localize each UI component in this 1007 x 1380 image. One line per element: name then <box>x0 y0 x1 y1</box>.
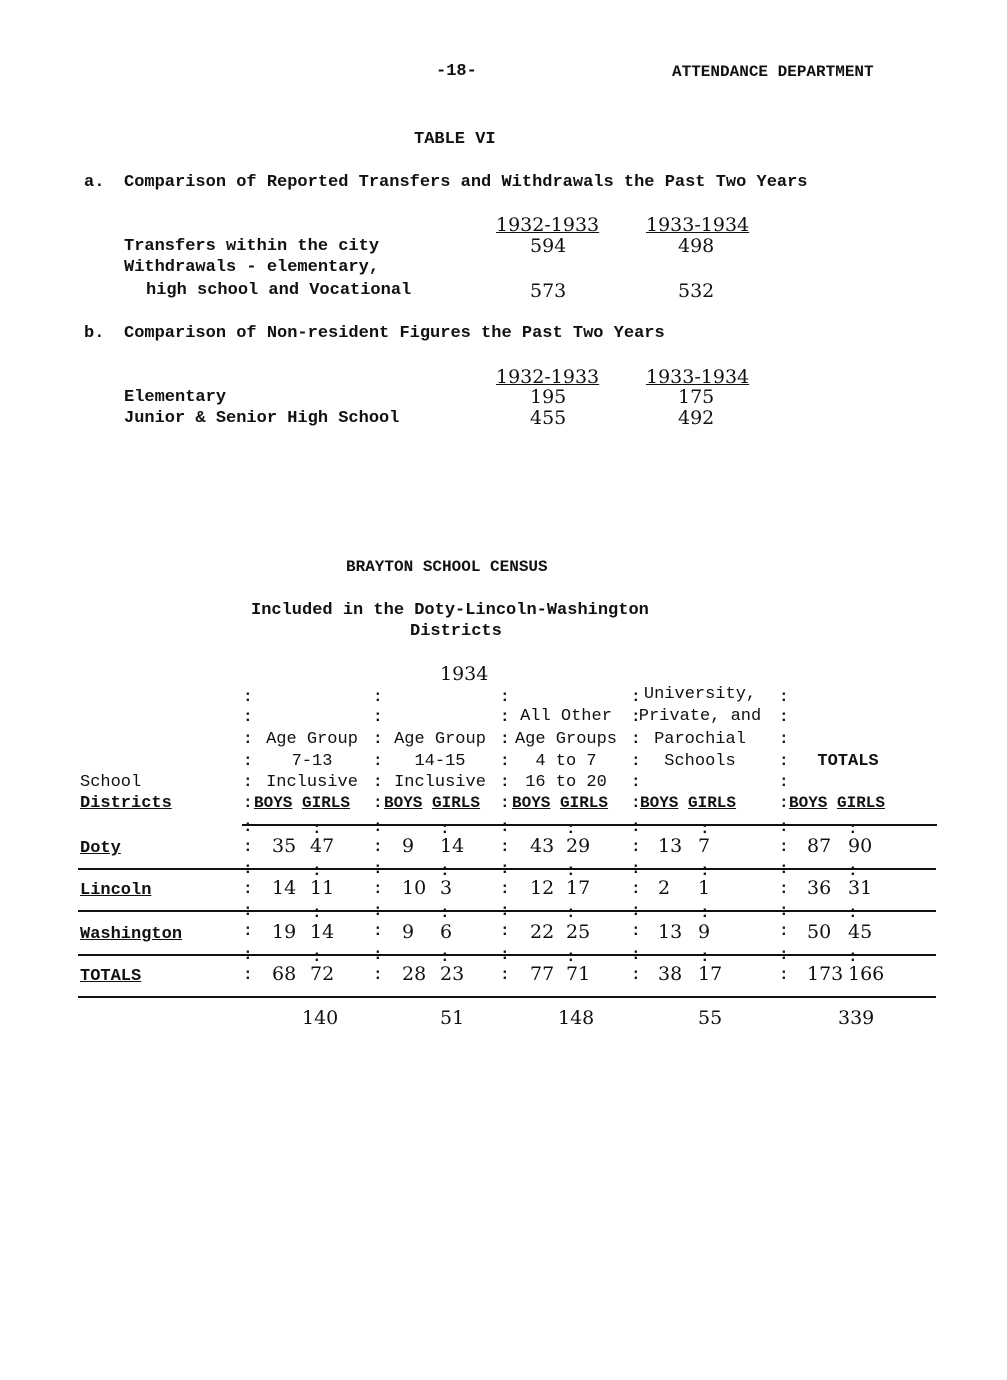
column-separator: : <box>779 946 789 964</box>
group-header-line: 16 to 20 <box>525 773 607 792</box>
transfers-1932: 594 <box>530 235 567 257</box>
table-rule <box>78 996 936 998</box>
table-cell: 173 <box>807 963 844 985</box>
table-cell: 17 <box>698 963 723 985</box>
column-separator: : <box>631 708 641 726</box>
table-cell: 17 <box>566 877 591 899</box>
column-separator: : <box>779 838 789 856</box>
subcolumn-separator: : <box>440 862 450 880</box>
table-title: TABLE VI <box>414 130 496 149</box>
table-cell: 166 <box>848 963 885 985</box>
table-cell: 77 <box>530 963 555 985</box>
group-header-line: 14-15 <box>414 752 466 771</box>
column-separator: : <box>631 730 641 748</box>
census-year: 1934 <box>440 663 489 685</box>
sub-header-boys: BOYS <box>512 794 551 812</box>
withdrawals-1933: 532 <box>678 280 715 302</box>
table-cell: 22 <box>530 921 555 943</box>
column-separator: : <box>373 688 383 706</box>
column-separator: : <box>500 752 510 770</box>
table-cell: 9 <box>402 921 415 943</box>
section-b-title: Comparison of Non-resident Figures the Past Two Years <box>124 324 665 343</box>
subcolumn-separator: : <box>700 820 710 838</box>
sub-header-boys: BOYS <box>384 794 423 812</box>
column-separator: : <box>779 902 789 920</box>
column-separator: : <box>500 902 510 920</box>
section-a-marker: a. <box>84 173 105 192</box>
row-header-school: School <box>80 773 142 792</box>
column-separator: : <box>631 794 641 812</box>
column-separator: : <box>243 773 253 791</box>
table-cell: 12 <box>530 877 555 899</box>
table-cell: 23 <box>440 963 465 985</box>
column-separator: : <box>243 838 253 856</box>
subcolumn-separator: : <box>440 948 450 966</box>
column-separator: : <box>779 818 789 836</box>
table-cell: 45 <box>848 921 873 943</box>
column-separator: : <box>631 966 641 984</box>
column-separator: : <box>631 773 641 791</box>
table-cell: 43 <box>530 835 555 857</box>
subcolumn-separator: : <box>848 820 858 838</box>
column-separator: : <box>500 794 510 812</box>
transfers-1933: 498 <box>678 235 715 257</box>
table-rule <box>242 824 937 826</box>
table-cell: 10 <box>402 877 427 899</box>
column-separator: : <box>500 946 510 964</box>
table-cell: 11 <box>310 877 335 899</box>
column-separator: : <box>373 773 383 791</box>
subcolumn-separator: : <box>312 904 322 922</box>
table-cell: 9 <box>698 921 711 943</box>
group-header-line: Inclusive <box>394 773 486 792</box>
census-title: BRAYTON SCHOOL CENSUS <box>346 558 548 576</box>
table-cell: 35 <box>272 835 297 857</box>
subcolumn-separator: : <box>848 904 858 922</box>
table-cell: 47 <box>310 835 335 857</box>
transfers-label: Transfers within the city <box>124 237 380 256</box>
column-separator: : <box>779 730 789 748</box>
jr-sr-high-1933: 492 <box>678 407 715 429</box>
column-separator: : <box>779 708 789 726</box>
table-cell: 31 <box>848 877 873 899</box>
column-separator: : <box>243 794 253 812</box>
column-separator: : <box>631 688 641 706</box>
column-separator: : <box>631 818 641 836</box>
column-separator: : <box>373 946 383 964</box>
elementary-1932: 195 <box>530 386 567 408</box>
subcolumn-separator: : <box>440 904 450 922</box>
column-separator: : <box>779 860 789 878</box>
sub-header-girls: GIRLS <box>432 794 481 812</box>
column-separator: : <box>500 966 510 984</box>
column-separator: : <box>779 922 789 940</box>
column-separator: : <box>373 818 383 836</box>
column-separator: : <box>243 688 253 706</box>
column-separator: : <box>373 922 383 940</box>
table-cell: 7 <box>698 835 711 857</box>
column-separator: : <box>779 794 789 812</box>
subcolumn-separator: : <box>312 948 322 966</box>
section-a-title: Comparison of Reported Transfers and Withdrawals the Past Two Years <box>124 173 808 192</box>
group-header-line: All Other <box>520 707 612 726</box>
subcolumn-separator: : <box>566 820 576 838</box>
column-separator: : <box>243 818 253 836</box>
section-a-col-1932: 1932-1933 <box>496 214 600 236</box>
column-separator: : <box>779 688 789 706</box>
group-header-line: Age Group <box>266 730 358 749</box>
section-a-col-1933: 1933-1934 <box>646 214 750 236</box>
withdrawals-label: Withdrawals - elementary, <box>124 258 380 277</box>
table-cell: 14 <box>440 835 465 857</box>
table-cell: 29 <box>566 835 591 857</box>
district-label: Doty <box>80 839 121 858</box>
table-cell: 36 <box>807 877 832 899</box>
column-separator: : <box>500 860 510 878</box>
group-header-line: 7-13 <box>291 752 333 771</box>
group-header-line: Age Groups <box>514 730 618 749</box>
group-total: 55 <box>698 1007 723 1029</box>
group-header-line: TOTALS <box>817 752 879 771</box>
column-separator: : <box>373 966 383 984</box>
group-header-line: Private, and <box>638 707 762 726</box>
sub-header-girls: GIRLS <box>688 794 737 812</box>
table-cell: 19 <box>272 921 297 943</box>
group-header-line: 4 to 7 <box>535 752 597 771</box>
table-cell: 28 <box>402 963 427 985</box>
column-separator: : <box>243 880 253 898</box>
column-separator: : <box>779 966 789 984</box>
withdrawals-1932: 573 <box>530 280 567 302</box>
column-separator: : <box>243 730 253 748</box>
column-separator: : <box>373 708 383 726</box>
column-separator: : <box>373 902 383 920</box>
table-cell: 1 <box>698 877 711 899</box>
section-b-col-1933: 1933-1934 <box>646 366 750 388</box>
column-separator: : <box>500 730 510 748</box>
column-separator: : <box>779 773 789 791</box>
column-separator: : <box>243 860 253 878</box>
subcolumn-separator: : <box>440 820 450 838</box>
district-label: TOTALS <box>80 967 142 986</box>
department-header: ATTENDANCE DEPARTMENT <box>672 63 874 81</box>
table-cell: 71 <box>566 963 591 985</box>
table-cell: 2 <box>658 877 671 899</box>
jr-sr-high-1932: 455 <box>530 407 567 429</box>
group-total: 339 <box>838 1007 875 1029</box>
group-header-line: Age Group <box>394 730 486 749</box>
census-subtitle-1: Included in the Doty-Lincoln-Washington <box>251 601 649 620</box>
column-separator: : <box>779 880 789 898</box>
column-separator: : <box>373 838 383 856</box>
group-total: 51 <box>440 1007 465 1029</box>
column-separator: : <box>500 688 510 706</box>
group-total: 148 <box>558 1007 595 1029</box>
group-header-line: Schools <box>664 752 736 771</box>
table-cell: 87 <box>807 835 832 857</box>
subcolumn-separator: : <box>700 862 710 880</box>
column-separator: : <box>243 752 253 770</box>
column-separator: : <box>243 922 253 940</box>
section-b-col-1932: 1932-1933 <box>496 366 600 388</box>
column-separator: : <box>631 902 641 920</box>
table-cell: 50 <box>807 921 832 943</box>
table-cell: 9 <box>402 835 415 857</box>
subcolumn-separator: : <box>700 904 710 922</box>
column-separator: : <box>243 902 253 920</box>
column-separator: : <box>373 880 383 898</box>
column-separator: : <box>373 794 383 812</box>
column-separator: : <box>500 838 510 856</box>
table-cell: 3 <box>440 877 453 899</box>
row-header-districts: Districts <box>80 794 172 813</box>
withdrawals-label-2: high school and Vocational <box>146 281 412 300</box>
table-cell: 13 <box>658 835 683 857</box>
column-separator: : <box>373 730 383 748</box>
table-cell: 6 <box>440 921 453 943</box>
table-cell: 14 <box>272 877 297 899</box>
section-b-marker: b. <box>84 324 105 343</box>
column-separator: : <box>243 708 253 726</box>
sub-header-girls: GIRLS <box>560 794 609 812</box>
column-separator: : <box>243 966 253 984</box>
table-cell: 90 <box>848 835 873 857</box>
column-separator: : <box>779 752 789 770</box>
column-separator: : <box>631 752 641 770</box>
table-cell: 72 <box>310 963 335 985</box>
subcolumn-separator: : <box>848 862 858 880</box>
column-separator: : <box>500 818 510 836</box>
column-separator: : <box>500 880 510 898</box>
jr-sr-high-label: Junior & Senior High School <box>124 409 400 428</box>
sub-header-boys: BOYS <box>254 794 293 812</box>
sub-header-boys: BOYS <box>789 794 828 812</box>
column-separator: : <box>500 922 510 940</box>
table-cell: 14 <box>310 921 335 943</box>
district-label: Washington <box>80 925 183 944</box>
table-cell: 38 <box>658 963 683 985</box>
elementary-label: Elementary <box>124 388 227 407</box>
table-cell: 25 <box>566 921 591 943</box>
column-separator: : <box>500 773 510 791</box>
subcolumn-separator: : <box>848 948 858 966</box>
column-separator: : <box>243 946 253 964</box>
group-total: 140 <box>302 1007 339 1029</box>
column-separator: : <box>631 880 641 898</box>
subcolumn-separator: : <box>312 862 322 880</box>
subcolumn-separator: : <box>566 904 576 922</box>
column-separator: : <box>631 946 641 964</box>
census-subtitle-2: Districts <box>410 622 502 641</box>
table-cell: 13 <box>658 921 683 943</box>
group-header-line: Parochial <box>654 730 746 749</box>
sub-header-girls: GIRLS <box>302 794 351 812</box>
table-cell: 68 <box>272 963 297 985</box>
elementary-1933: 175 <box>678 386 715 408</box>
group-header-line: University, <box>643 685 757 704</box>
column-separator: : <box>373 860 383 878</box>
column-separator: : <box>500 708 510 726</box>
column-separator: : <box>631 860 641 878</box>
subcolumn-separator: : <box>566 948 576 966</box>
district-label: Lincoln <box>80 881 152 900</box>
column-separator: : <box>631 838 641 856</box>
group-header-line: Inclusive <box>266 773 358 792</box>
subcolumn-separator: : <box>566 862 576 880</box>
sub-header-girls: GIRLS <box>837 794 886 812</box>
column-separator: : <box>631 922 641 940</box>
subcolumn-separator: : <box>312 820 322 838</box>
subcolumn-separator: : <box>700 948 710 966</box>
page-number: -18- <box>436 62 477 81</box>
sub-header-boys: BOYS <box>640 794 679 812</box>
column-separator: : <box>373 752 383 770</box>
